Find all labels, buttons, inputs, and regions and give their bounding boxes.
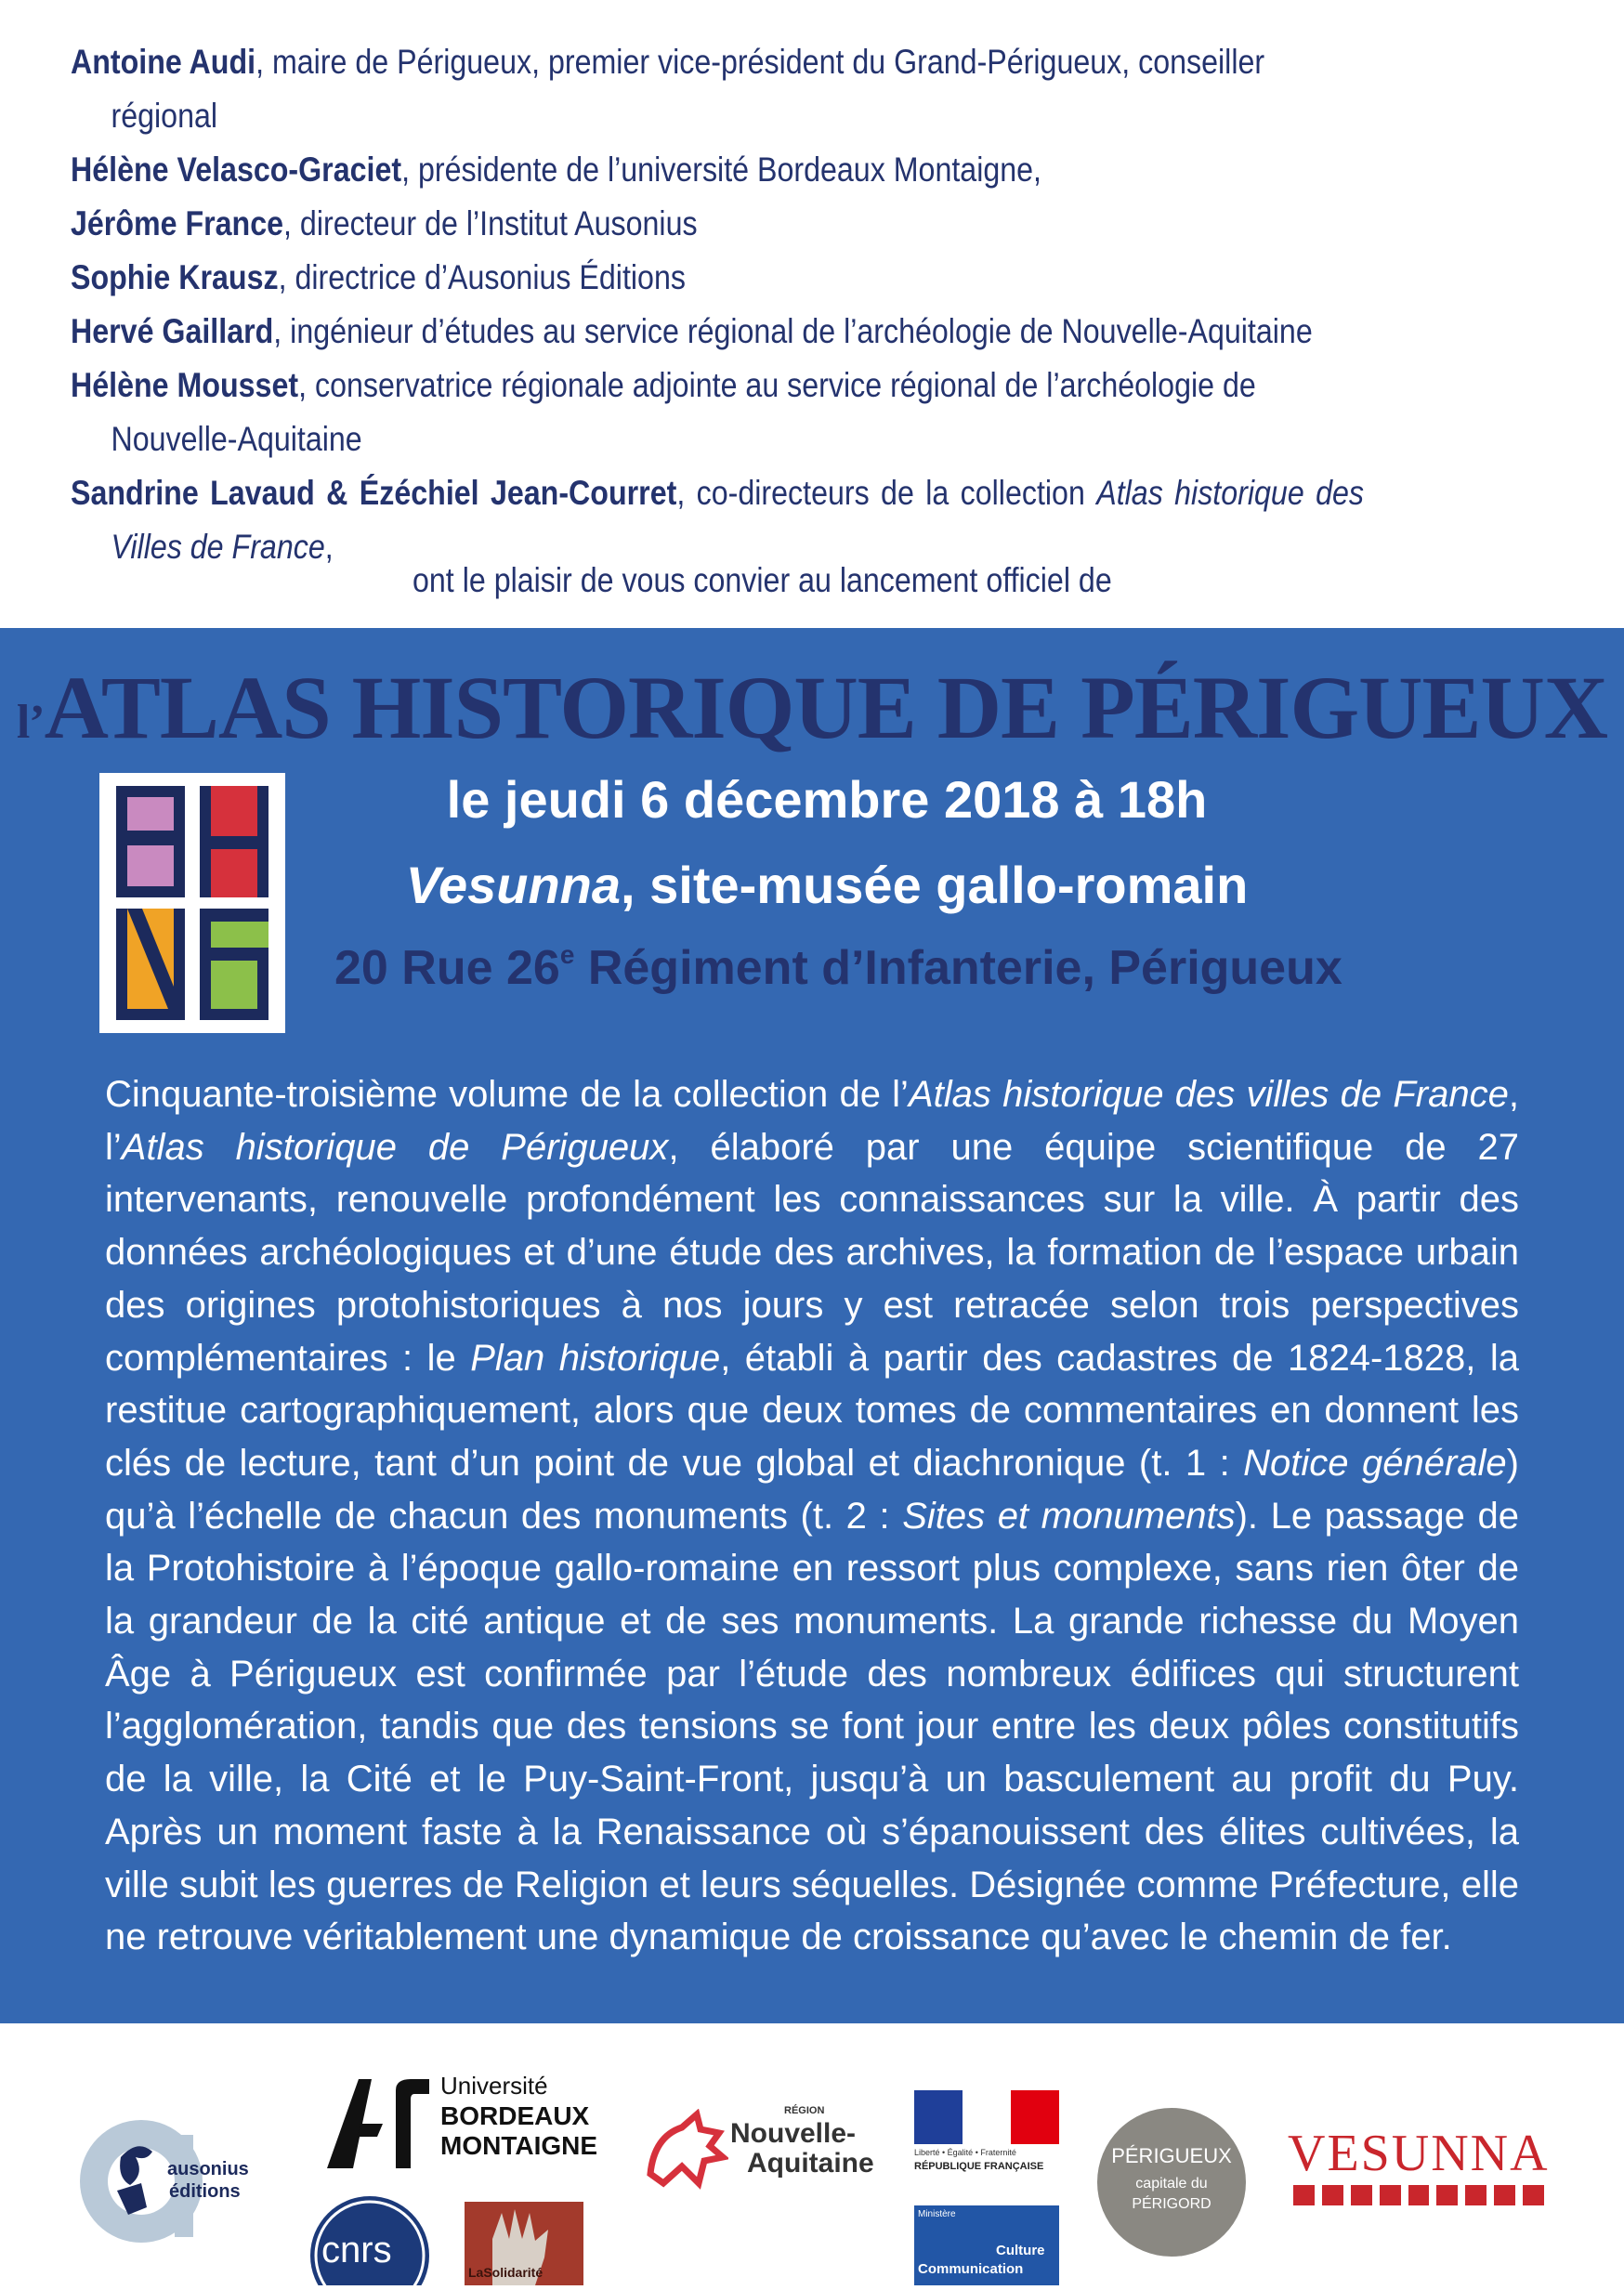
- cnrs-logo: [307, 2192, 433, 2285]
- desc-text: ). Le passage de la Protohistoire à l’époque gallo-romaine en ressort plus complexe, sans rien ôter de la grandeur de la cité antique et de ses monuments. La grande richesse du Moyen Âge à Périgueux est confirmée par l’étude des nombreux édifices qui structurent l’agglomération, tandis que des tensions se font jour entre les deux pôles constitutifs de la ville, la Cité et le Puy-Saint-Front, jusqu’à un basculement au profit du Puy. Après un moment faste à la Renaissance où s’épanouissent des élites cultivées, la ville subit les guerres de Religion et leurs séquelles. Désignée comme Préfecture, elle ne retrouve véritablement une dynamique de croissance qu’avec le chemin de fer.: [105, 1495, 1519, 1958]
- venue-desc: , site-musée gallo-romain: [621, 856, 1249, 914]
- host-line: [71, 251, 1364, 305]
- desc-text: , l’: [105, 1074, 1519, 1168]
- ubm-logo: [318, 2072, 615, 2183]
- ausonius-logo: [65, 2079, 279, 2256]
- ahvf-logo: [99, 773, 285, 1033]
- title-prefix: l’: [16, 696, 45, 749]
- perigueux-line-2: capitale du: [1135, 2176, 1208, 2192]
- event-venue: [334, 855, 1319, 915]
- address-part-a: 20 Rue 26: [334, 941, 560, 995]
- desc-italic: Atlas historique de Périgueux: [121, 1126, 669, 1168]
- lasolidarite-logo: [465, 2202, 583, 2285]
- ubm-line-2: BORDEAUX: [440, 2101, 590, 2130]
- culture-small: Ministère: [918, 2209, 956, 2219]
- region-logo: [645, 2100, 886, 2202]
- desc-text: , élaboré par une équipe scientifique de 27 intervenants, renouvelle profondément les connaissances sur la ville. À partir des données archéologiques et d’une étude des archives, la formation de l’espace urbain des origines protohistoriques à nos jours y est retracée selon trois perspectives complémentaires : le: [105, 1126, 1519, 1379]
- perigueux-logo: [1093, 2103, 1251, 2261]
- host-line: [71, 359, 1364, 466]
- partner-logos: [0, 2023, 1624, 2285]
- host-line: [71, 143, 1364, 197]
- host-line: [71, 466, 1364, 574]
- vesunna-bricks: [1293, 2185, 1544, 2205]
- desc-italic: Sites et monuments: [902, 1495, 1236, 1537]
- desc-italic: Atlas historique des villes de France: [908, 1074, 1509, 1115]
- ausonius-name-a: ausonius: [167, 2159, 249, 2179]
- host-role: , présidente de l’université Bordeaux Montaigne,: [401, 150, 1042, 189]
- lasolidarite-text: LaSolidarité: [468, 2265, 544, 2280]
- culture-logo: [914, 2205, 1059, 2285]
- host-name: Hervé Gaillard: [71, 312, 274, 350]
- vesunna-logo: [1288, 2124, 1566, 2226]
- perigueux-line-3: PÉRIGORD: [1132, 2196, 1211, 2212]
- cnrs-text: cnrs: [321, 2230, 392, 2270]
- title-main: ATLAS HISTORIQUE DE PÉRIGUEUX: [44, 658, 1608, 757]
- collection-title: Atlas historique des Villes de France: [111, 474, 1364, 566]
- host-line: [71, 305, 1364, 359]
- host-role-end: ,: [324, 528, 334, 566]
- host-line: [71, 35, 1364, 143]
- host-name: Hélène Velasco-Graciet: [71, 150, 402, 189]
- ahvf-logo-graphic: [99, 773, 285, 1033]
- perigueux-line-1: PÉRIGUEUX: [1111, 2144, 1232, 2167]
- ubm-line-3: MONTAIGNE: [440, 2131, 598, 2160]
- host-name: Sophie Krausz: [71, 258, 279, 296]
- host-name: Antoine Audi: [71, 43, 256, 81]
- region-line-2: Aquitaine: [747, 2148, 874, 2179]
- venue-name: Vesunna: [405, 856, 622, 914]
- event-date: le jeudi 6 décembre 2018 à 18h: [446, 770, 1208, 829]
- address-part-b: Régiment d’Infanterie, Périgueux: [574, 941, 1342, 995]
- host-role: , ingénieur d’études au service régional de l’archéologie de Nouvelle-Aquitaine: [273, 312, 1313, 350]
- republique-francaise-logo: [914, 2090, 1059, 2179]
- host-name: Hélène Mousset: [71, 366, 299, 404]
- event-address: [334, 940, 1342, 996]
- description-paragraph: [105, 1068, 1519, 1964]
- host-role: , co-directeurs de la collection: [676, 474, 1097, 512]
- region-small: RÉGION: [784, 2105, 825, 2116]
- rf-motto: Liberté • Égalité • Fraternité: [914, 2148, 1016, 2157]
- event-band: [0, 628, 1624, 2023]
- host-role: , conservatrice régionale adjointe au service régional de l’archéologie de Nouvelle-Aquitaine: [111, 366, 1256, 458]
- hosts-list: [71, 35, 1364, 574]
- desc-italic: Notice générale: [1243, 1442, 1507, 1484]
- culture-line-1: Culture: [996, 2243, 1045, 2258]
- host-role: , directrice d’Ausonius Éditions: [278, 258, 686, 296]
- region-line-1: Nouvelle-: [730, 2118, 857, 2149]
- host-role: , maire de Périgueux, premier vice-président du Grand-Périgueux, conseiller régional: [111, 43, 1265, 135]
- desc-text: Cinquante-troisième volume de la collection de l’: [105, 1074, 909, 1115]
- address-superscript: e: [559, 940, 575, 969]
- host-name: Jérôme France: [71, 204, 284, 242]
- event-title: [0, 656, 1624, 759]
- desc-text: ) qu’à l’échelle de chacun des monuments (t. 2 :: [105, 1442, 1519, 1537]
- host-role: , directeur de l’Institut Ausonius: [283, 204, 698, 242]
- rf-name: RÉPUBLIQUE FRANÇAISE: [914, 2161, 1044, 2172]
- host-name: Sandrine Lavaud & Ézéchiel Jean-Courret: [71, 474, 677, 512]
- culture-line-2: Communication: [918, 2261, 1024, 2277]
- desc-italic: Plan historique: [470, 1337, 721, 1379]
- invite-line: ont le plaisir de vous convier au lancement officiel de: [413, 561, 1112, 599]
- ausonius-name-b: éditions: [169, 2181, 241, 2202]
- rf-flag: [914, 2090, 1059, 2144]
- host-line: [71, 197, 1364, 251]
- vesunna-text: VESUNNA: [1288, 2125, 1550, 2182]
- desc-text: , établi à partir des cadastres de 1824-1828, la restitue cartographiquement, alors que deux tomes de commentaires en donnent les clés de lecture, tant d’un point de vue global et diachronique (t. 1 :: [105, 1337, 1520, 1484]
- ubm-line-1: Université: [440, 2072, 548, 2100]
